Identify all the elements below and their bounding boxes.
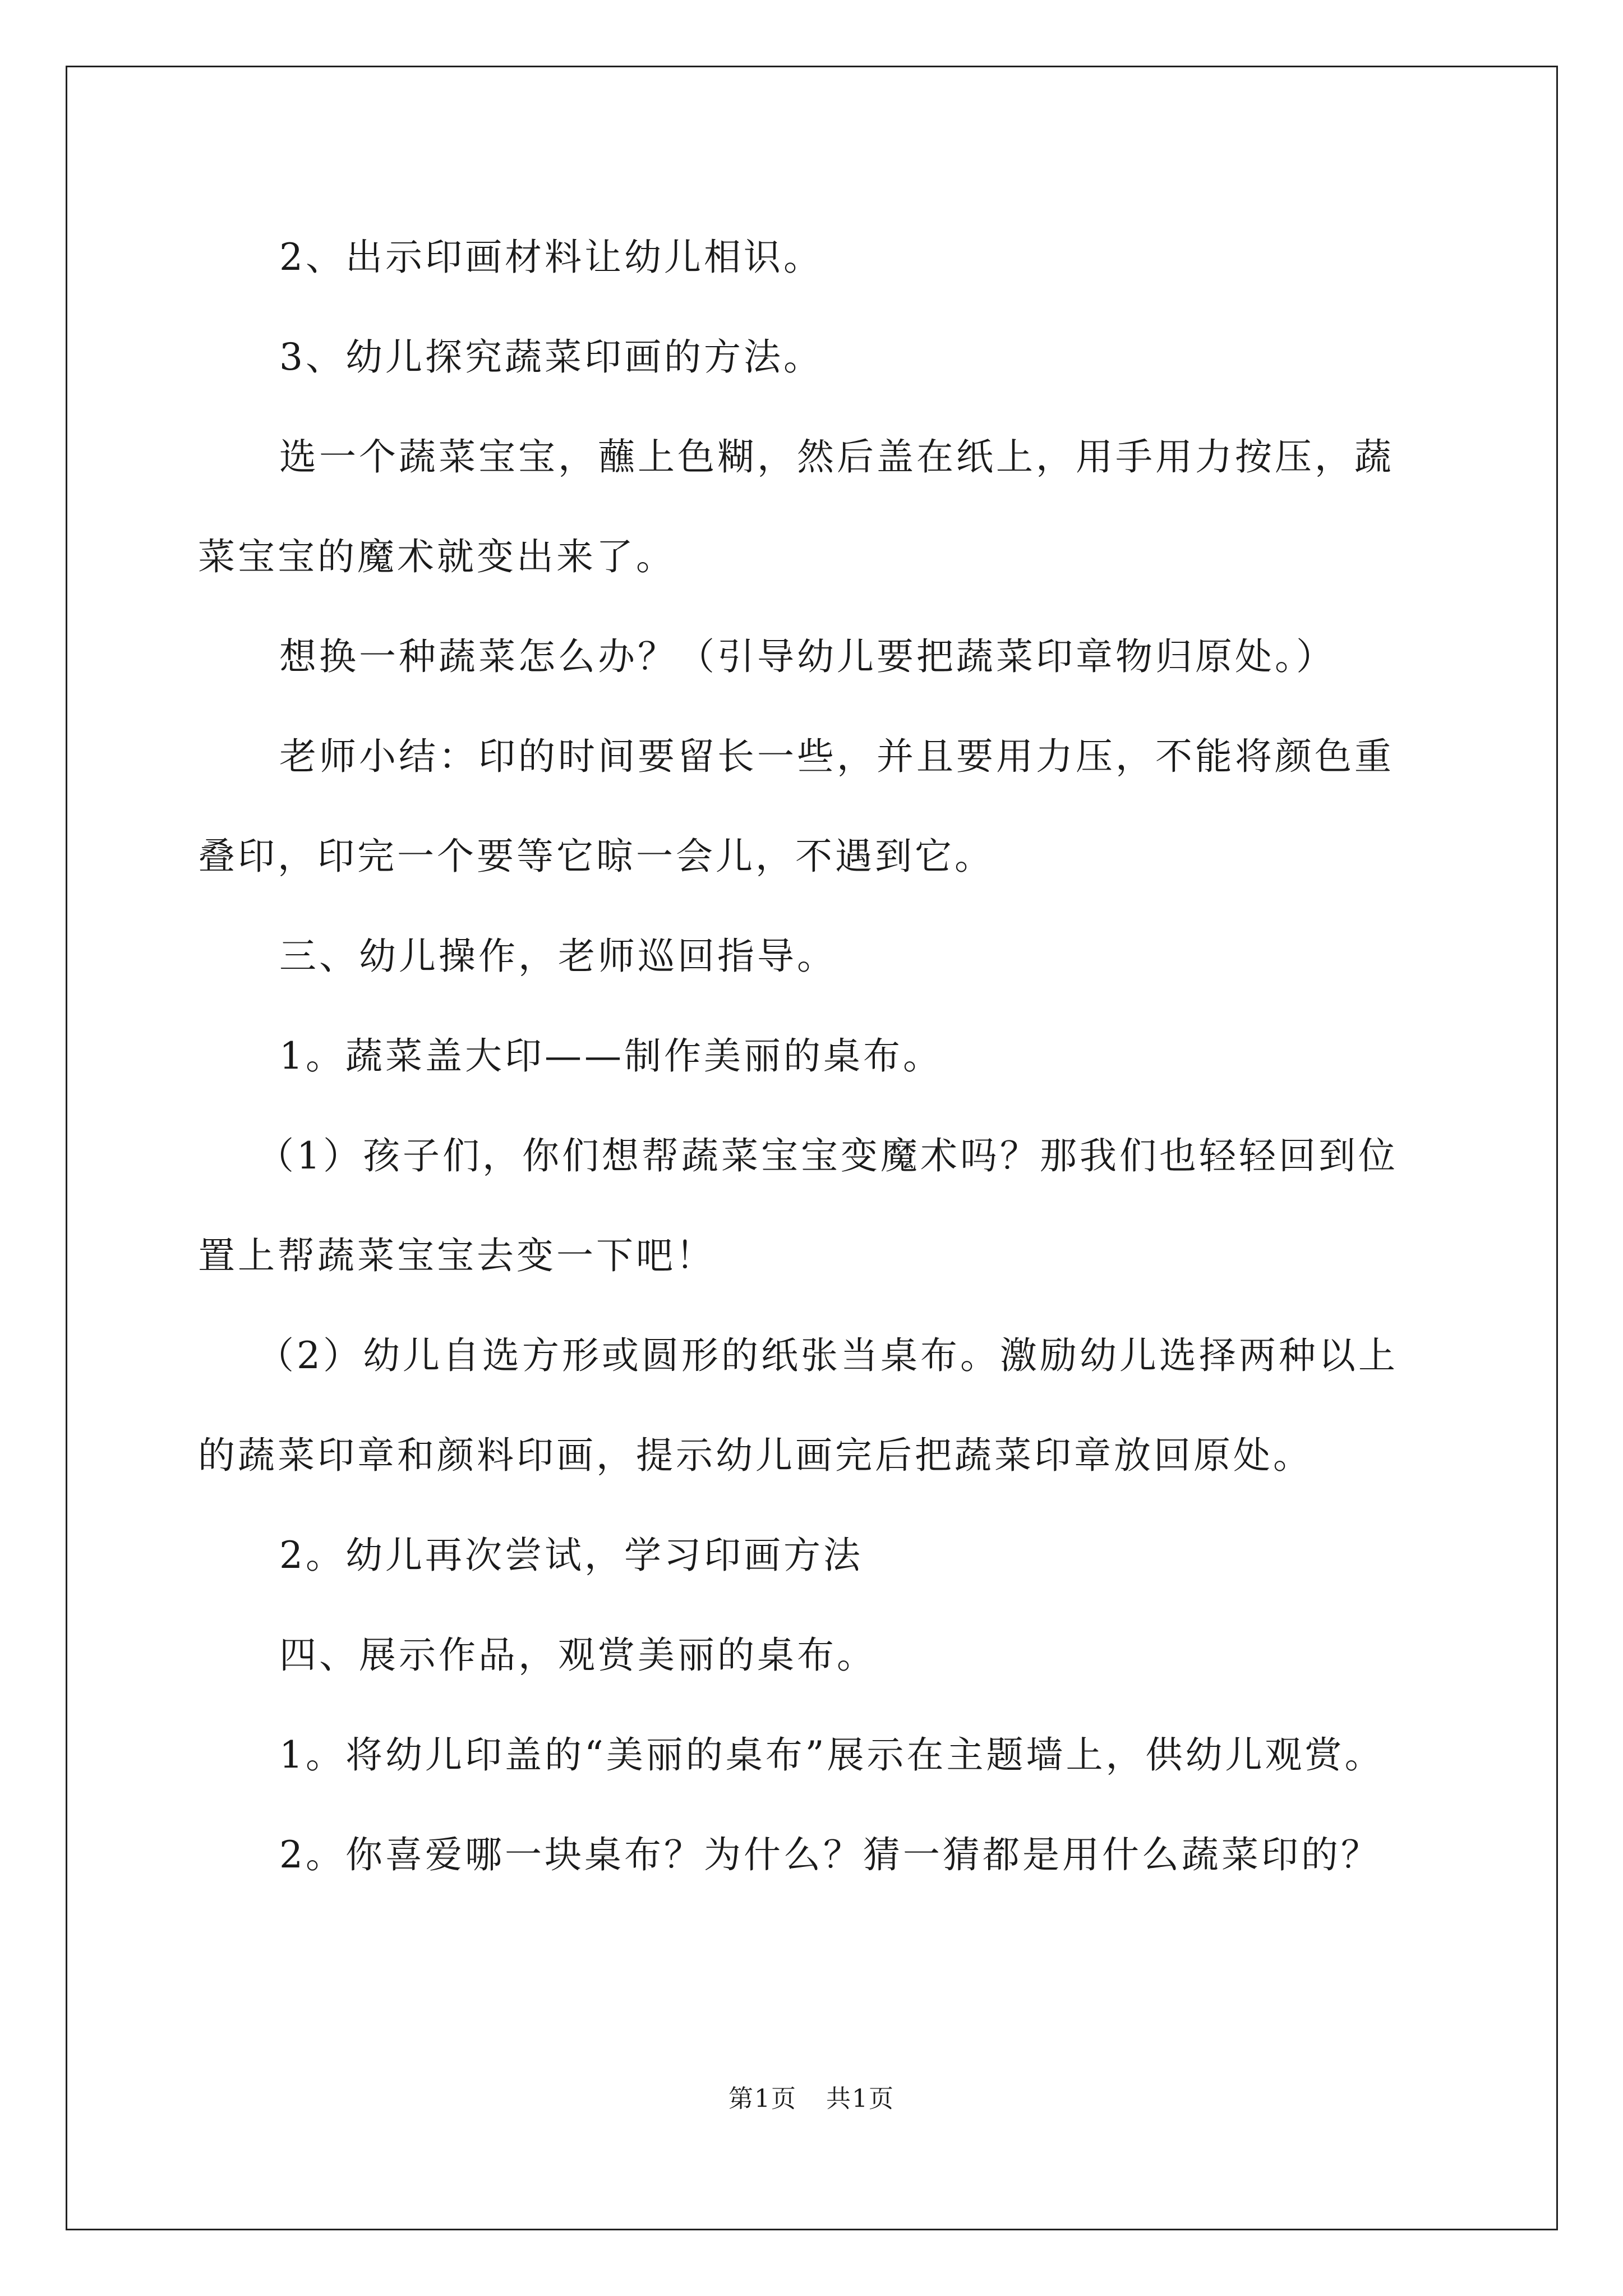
paragraph-continuation: 叠印，印完一个要等它晾一会儿，不遇到它。: [198, 835, 994, 878]
document-body: [198, 208, 1437, 1905]
paragraph: 选一个蔬菜宝宝，蘸上色糊，然后盖在纸上，用手用力按压，蔬: [279, 435, 1394, 478]
paragraph: 2。幼儿再次尝试，学习印画方法: [279, 1534, 863, 1577]
paragraph: 老师小结：印的时间要留长一些，并且要用力压，不能将颜色重: [279, 735, 1394, 778]
paragraph-continuation: 的蔬菜印章和颜料印画，提示幼儿画完后把蔬菜印章放回原处。: [198, 1434, 1313, 1477]
paragraph: 1。蔬菜盖大印——制作美丽的桌布。: [279, 1034, 943, 1078]
paragraph: （1）孩子们，你们想帮蔬菜宝宝变魔术吗？那我们也轻轻回到位: [257, 1134, 1398, 1177]
paragraph: 想换一种蔬菜怎么办？（引导幼儿要把蔬菜印章物归原处。）: [279, 635, 1336, 678]
paragraph: （2）幼儿自选方形或圆形的纸张当桌布。激励幼儿选择两种以上: [257, 1334, 1398, 1377]
paragraph-continuation: 置上帮蔬菜宝宝去变一下吧！: [198, 1234, 716, 1277]
section-heading: 四、展示作品，观赏美丽的桌布。: [279, 1634, 877, 1677]
page-footer: [0, 2078, 1623, 2114]
section-heading: 三、幼儿操作，老师巡回指导。: [279, 935, 837, 978]
page-number: 第1页: [728, 2085, 797, 2113]
paragraph: 2。你喜爱哪一块桌布？为什么？猜一猜都是用什么蔬菜印的？: [279, 1833, 1381, 1876]
page-total: 共1页: [826, 2085, 895, 2113]
paragraph: 3、幼儿探究蔬菜印画的方法。: [279, 335, 823, 379]
paragraph: 2、出示印画材料让幼儿相识。: [279, 236, 823, 279]
paragraph-continuation: 菜宝宝的魔术就变出来了。: [198, 535, 676, 578]
paragraph: 1。将幼儿印盖的“美丽的桌布”展示在主题墙上，供幼儿观赏。: [279, 1733, 1385, 1777]
